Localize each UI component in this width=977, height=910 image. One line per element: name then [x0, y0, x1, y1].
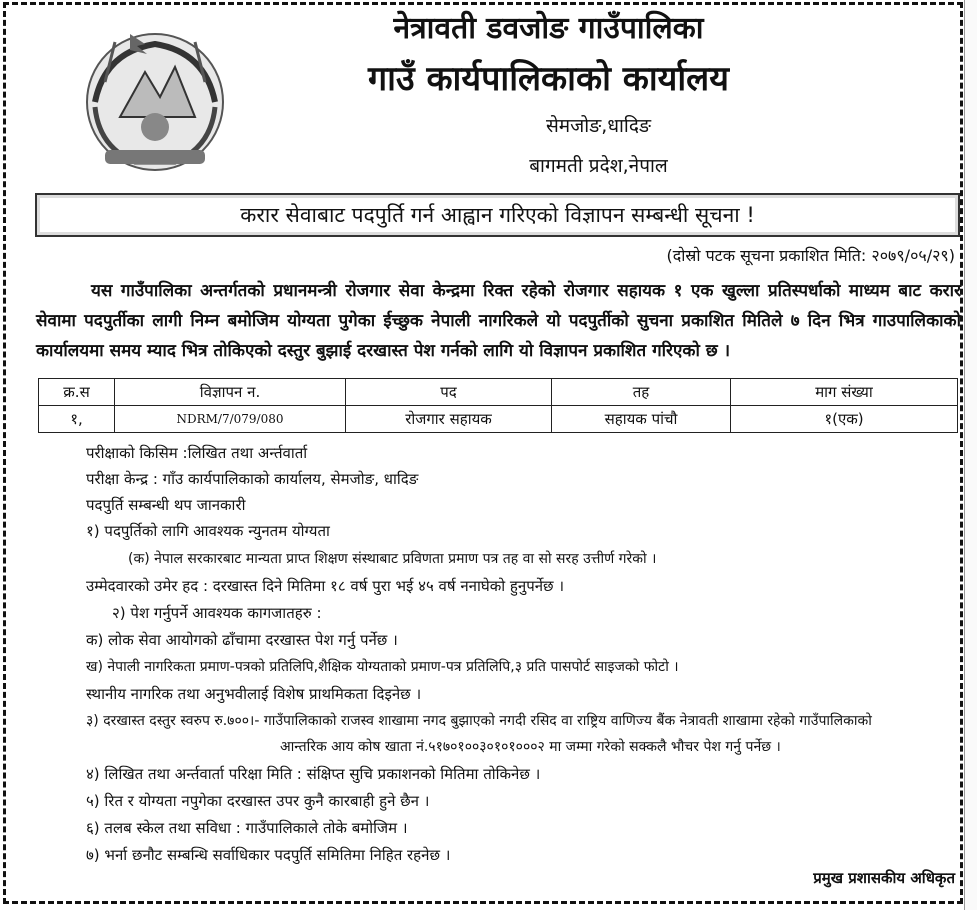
age-limit: उम्मेदवारको उमेर हद : दरखास्त दिने मितिमा १८ वर्ष पुरा भई ४५ वर्ष ननाघेको हुनुपर्नेछ ।	[86, 577, 565, 595]
table-header: पद	[346, 379, 552, 406]
notice-title-box	[35, 193, 960, 237]
intro-text: यस गाउँपालिका अन्तर्गतको प्रधानमन्त्री रोजगार सेवा केन्द्रमा रिक्त रहेको रोजगार सहायक १ एक खुल्ला प्रतिस्पर्धाको माध्यम बाट करार सेवामा पदपुर्तीका लागी निम्न बमोजिम योग्यता पुगेका ईच्छुक नेपाली नागरिकले यो पदपुर्तीको सुचना प्रकाशित मितिले ७ दिन भित्र गाउपालिकाको कार्यालयमा समय म्याद भित्र तोकिएको दस्तुर बुझाई दरखास्त पेश गर्नको लागि यो विज्ञापन प्रकाशित गरिएको छ ।	[36, 281, 961, 361]
table-row	[39, 406, 958, 433]
document-item: क) लोक सेवा आयोगको ढाँचामा दरखास्त पेश गर्नु पर्नेछ ।	[86, 631, 398, 649]
office-location: सेमजोङ,धादिङ	[545, 115, 652, 137]
table-cell: सहायक पांचौ	[552, 406, 731, 433]
fee-info: ३) दरखास्त दस्तुर स्वरुप रु.७००।- गाउँपालिकाको राजस्व शाखामा नगद बुझाएको नगदी रसिद वा राष्ट्रिय वाणिज्य बैंक नेत्रावती शाखामा रहेको गाउँपालिकाको	[86, 713, 872, 729]
no-action-note: ५) रित र योग्यता नपुगेका दरखास्त उपर कुनै कारबाही हुने छैन ।	[86, 792, 430, 810]
qualification-heading: १) पदपुर्तिको लागि आवश्यक न्युनतम योग्यता	[86, 522, 330, 540]
table-cell: NDRM/7/079/080	[115, 406, 346, 433]
municipality-title: नेत्रावती डवजोङ गाउँपालिका	[393, 11, 704, 46]
document-item: ख) नेपाली नागरिकता प्रमाण-पत्रको प्रतिलिपि,शैक्षिक योग्यताको प्रमाण-पत्र प्रतिलिपि,३ प्रति पासपोर्ट साइजको फोटो ।	[86, 659, 679, 675]
local-priority: स्थानीय नागरिक तथा अनुभवीलाई विशेष प्राथमिकता दिइनेछ ।	[86, 685, 422, 703]
notice-title: करार सेवाबाट पदपुर्ति गर्न आह्वान गरिएको विज्ञापन सम्बन्धी सूचना !	[240, 203, 755, 227]
fee-account: आन्तरिक आय कोष खाता नं.५१७०१००३०१०१०००२ मा जम्मा गरेको सक्कलै भौचर पेश गर्नु पर्नेछ ।	[280, 739, 781, 755]
exam-date: ४) लिखित तथा अर्न्तवार्ता परिक्षा मिति : संक्षिप्त सुचि प्रकाशनको मितिमा तोकिनेछ ।	[86, 765, 541, 783]
table-header-row	[39, 379, 958, 406]
publish-date: (दोस्रो पटक सूचना प्रकाशित मिति: २०७९/०५/२९)	[666, 246, 955, 265]
selection-authority: ७) भर्ना छनौट सम्बन्धि सर्वाधिकार पदपुर्ति समितिमा निहित रहनेछ ।	[86, 846, 451, 864]
office-title: गाउँ कार्यपालिकाको कार्यालय	[368, 59, 729, 99]
table-cell: १(एक)	[731, 406, 958, 433]
table-cell: रोजगार सहायक	[346, 406, 552, 433]
signature-title: प्रमुख प्रशासकीय अधिकृत	[813, 869, 955, 887]
exam-center: परीक्षा केन्द्र : गाँउ कार्यपालिकाको कार्यालय, सेमजोङ, धादिङ	[86, 470, 419, 488]
salary-scale: ६) तलब स्केल तथा सविधा : गाउँपालिकाले तोके बमोजिम ।	[86, 819, 408, 837]
qualification-item: (क) नेपाल सरकारबाट मान्यता प्राप्त शिक्षण संस्थाबाट प्रविणता प्रमाण पत्र तह वा सो सरह उत्तीर्ण गरेको ।	[128, 551, 657, 567]
table-header: तह	[552, 379, 731, 406]
table-header: विज्ञापन न.	[115, 379, 346, 406]
table-header: क्र.स	[39, 379, 115, 406]
table-cell: १,	[39, 406, 115, 433]
more-info-heading: पदपुर्ति सम्बन्धी थप जानकारी	[86, 496, 246, 514]
intro-paragraph	[36, 276, 961, 366]
table-header: माग संख्या	[731, 379, 958, 406]
office-province: बागमती प्रदेश,नेपाल	[529, 155, 668, 177]
advertisement-table	[38, 378, 958, 433]
exam-type: परीक्षाको किसिम :लिखित तथा अर्न्तवार्ता	[86, 444, 308, 462]
documents-heading: २) पेश गर्नुपर्ने आवश्यक कागजातहरु :	[112, 604, 322, 622]
